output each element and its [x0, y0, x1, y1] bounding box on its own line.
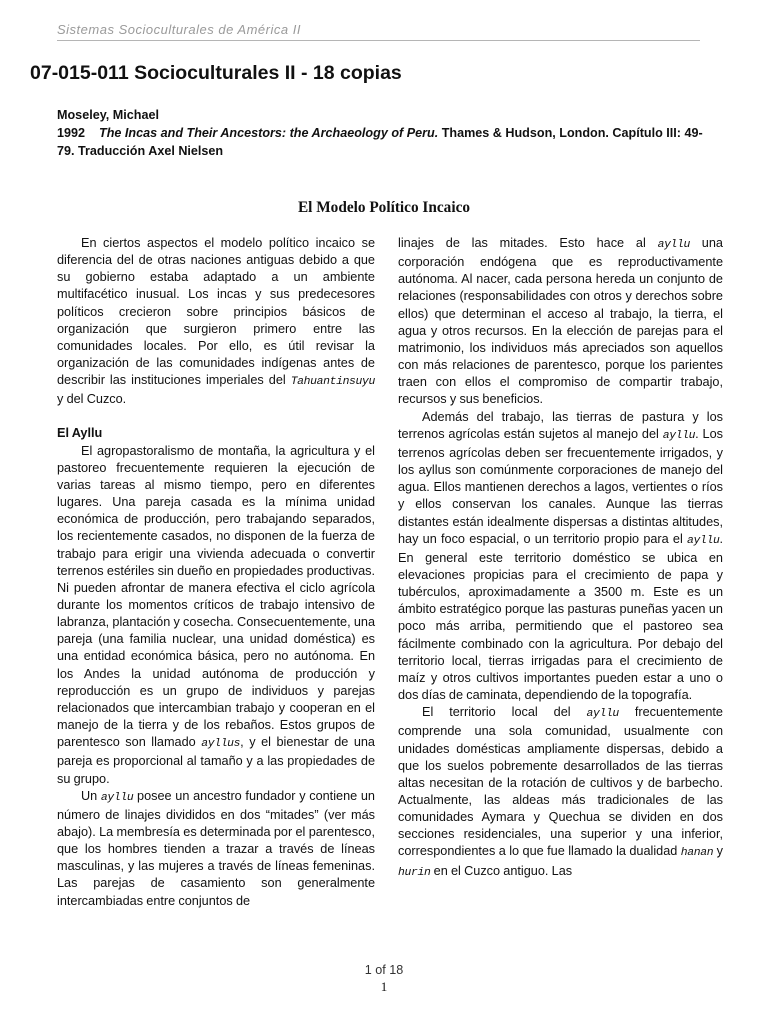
paragraph: En ciertos aspectos el modelo político incaico se diferencia del de otras naciones antiguas debido a que su gobierno estaba adaptado a un ambiente multifacético inusual. Los incas y sus predecesores políticos crecieron sobre principios básicos de organización que surgieron primero entre las comunidades locales. Por ello, es útil revisar la organización de las comunidades indígenas antes de describir las instituciones imperiales del Tahuantinsuyu y del Cuzco.: [57, 236, 375, 407]
right-column: [398, 235, 723, 882]
page-number: 1: [380, 979, 388, 994]
section-title: El Modelo Político Incaico: [297, 199, 471, 216]
citation-details: [57, 124, 707, 160]
left-column: [57, 235, 375, 910]
running-header: Sistemas Socioculturales de América II: [57, 22, 700, 41]
citation-book-title: The Incas and Their Ancestors: the Archaeology of Peru.: [99, 126, 439, 140]
citation-publisher: Thames & Hudson, London. Capítulo III: 49-79. Traducción Axel Nielsen: [57, 126, 703, 158]
citation-block: [57, 106, 707, 160]
document-title: 07-015-011 Socioculturales II - 18 copias: [30, 62, 402, 84]
paragraph: Además del trabajo, las tierras de pastura y los terrenos agrícolas están sujetos al manejo del ayllu. Los terrenos agrícolas deben ser frecuentemente irrigados, y los ayllus son comúnmente corporaciones de manejo del agua. Ellos mantienen derechos a lagos, vertientes o ríos y ellos conservan los canales. Aunque las tierras distantes están idealmente dispersas a distintas altitudes, hay un foco espacial, o un territorio propio para el ayllu. En general este territorio doméstico se ubica en elevaciones propicias para el crecimiento de papa y tubérculos, aproximadamente a 3500 m. Este es un ámbito estratégico porque las pasturas puneñas yacen un poco más arriba, permitiendo que el pastoreo sea fácilmente combinado con la agricultura. Por debajo del territorio local, tierras irrigadas para el crecimiento de maíz y otros cultivos importantes pueden estar a uno o dos días de caminata, dependiendo de la topografía.: [398, 409, 723, 703]
paragraph: El territorio local del ayllu frecuentemente comprende una sola comunidad, usualmente con unidades domésticas ampliamente dispersas, debido a que los suelos pobremente desarrollados de las tierras altas necesitan de la rotación de cultivos y de barbecho. Actualmente, las aldeas más tradicionales de las comunidades Aymara y Quechua se dividen en dos secciones residenciales, una superior y una inferior, correspondientes a lo que fue llamado la dualidad hanan y hurin en el Cuzco antiguo. Las: [398, 705, 723, 879]
citation-year: 1992: [57, 126, 86, 140]
paragraph: Un ayllu posee un ancestro fundador y contiene un número de linajes divididos en dos “mitades” (ver más abajo). La membresía es determinada por el parentesco, que los hombres tienden a trazar a través de líneas masculinas, y las mujeres a través de líneas femeninas. Las parejas de casamiento son generalmente intercambiadas entre conjuntos de: [57, 788, 375, 908]
citation-author: Moseley, Michael: [57, 108, 159, 122]
paragraph: El agropastoralismo de montaña, la agricultura y el pastoreo frecuentemente requieren la ejecución de varias tareas al mismo tiempo, pero en diferentes lugares. Una pareja casada es la mínima unidad económica de producción, pero trabajando separados, los recientemente casados, no disponen de la fuerza de trabajo para erigir una vivienda adecuada o convertir terrenos estériles sin dueño en propiedades productivas. Ni pueden afrontar de manera efectiva el ciclo agrícola durante los momentos críticos de trabajo intensivo de labranza, plantación y cosecha. Consecuentemente, una pareja (una familia nuclear, una unidad doméstica) es una entidad económica básica, pero no autónoma. En los Andes la unidad autónoma de producción y reproducción es un grupo de individuos y parejas relacionados que intercambian trabajo y cooperan en el manejo de la tierra y de los rebaños. Estos grupos de parentesco son llamado ayllus, y el bienestar de una pareja es proporcional al tamaño y a las propiedades de su grupo.: [57, 443, 376, 786]
subsection-heading: El Ayllu: [57, 425, 103, 440]
paragraph: linajes de las mitades. Esto hace al ayllu una corporación endógena que es reproductivamente autónoma. Al nacer, cada persona hereda un conjunto de relaciones (responsabilidades con otros y derechos sobre ellos) que determinan el acceso al trabajo, la tierra, el agua y otros recursos. En la elección de parejas para el matrimonio, los individuos más apreciados son aquellos con más relaciones de parentesco, porque los parientes traen con ellos el compromiso de compartir trabajo, recursos y sus beneficios.: [398, 236, 723, 407]
page-counter: 1 of 18: [364, 963, 404, 977]
